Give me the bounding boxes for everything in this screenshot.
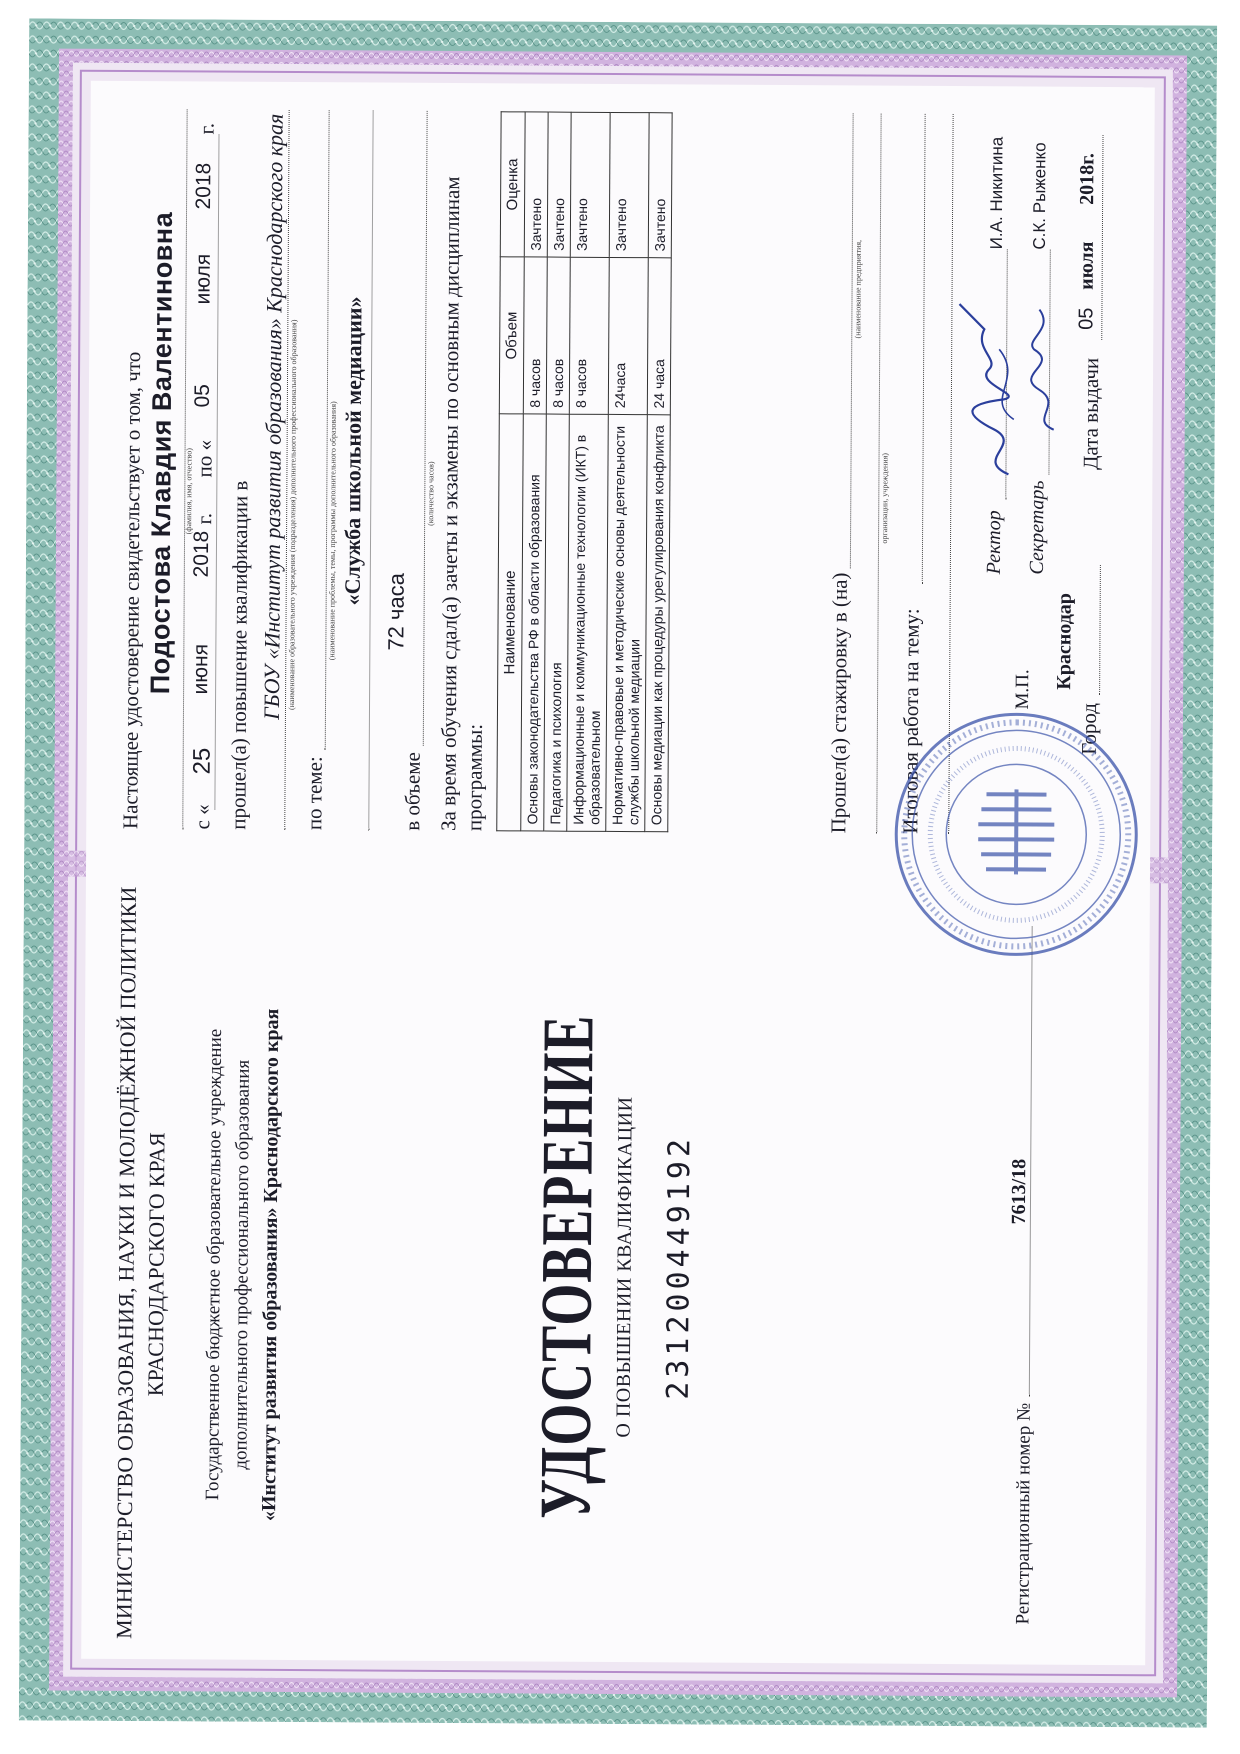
official-stamp [885, 704, 1147, 966]
table-row [606, 112, 649, 831]
topic-value: «Служба школьной медиации» [339, 296, 367, 606]
details-half [86, 81, 1155, 875]
ministry-line-2: КРАСНОДАРСКОГО КРАЯ [142, 1131, 170, 1397]
header-grade: Оценка [500, 112, 525, 257]
seal-label: М.П. [1012, 669, 1034, 710]
city-dotted-line [1099, 565, 1101, 695]
exams-text-line-1: За время обучения сдал(а) зачеты и экзамены по основным дисциплинам [436, 176, 465, 832]
volume-dotted-line [423, 111, 428, 746]
institution-line-2: дополнительного профессионального образования [230, 1059, 254, 1470]
registration-row [1007, 921, 1038, 1625]
issue-month: июля [1075, 241, 1098, 290]
subject-volume: 24часа [608, 258, 648, 415]
table-row [567, 112, 610, 831]
subject-volume: 24 часа [647, 258, 671, 415]
topic-dotted-line-2 [368, 110, 373, 830]
issue-day: 05 [1075, 307, 1098, 330]
date-to-month: июля [191, 253, 215, 305]
city-label: Город [1076, 702, 1102, 755]
internship-dotted-line [850, 113, 854, 568]
document-subtitle: О ПОВЫШЕНИИ КВАЛИФИКАЦИИ [612, 1096, 637, 1438]
registration-label: Регистрационный номер № [1012, 1402, 1035, 1625]
topic-caption: (наименование проблемы, темы, программы дополнительного образования) [327, 401, 338, 661]
final-work-label: Итоговая работа на тему: [898, 608, 924, 834]
city-value: Краснодар [1053, 592, 1076, 690]
document-number: 231200449192 [660, 1134, 698, 1400]
institution-name: ГБОУ «Институт развития образования» Краснодарского края [258, 113, 288, 720]
subject-grade: Зачтено [648, 113, 672, 258]
table-row [645, 113, 672, 832]
issue-year: 2018г. [1076, 152, 1099, 205]
subject-name: Педагогика и психология [544, 414, 570, 831]
certificate-inner [81, 81, 1155, 1665]
passed-text: прошел(а) повышение квалификации в [226, 480, 253, 830]
date-to-year-suffix: г. [194, 122, 219, 135]
issue-date-dotted-line [1101, 135, 1103, 340]
subject-grade: Зачтено [524, 112, 548, 257]
recipient-name: Подостова Клавдия Валентиновна [145, 211, 179, 695]
subject-name: Нормативно-правовые и методические основы деятельности службы школьной медиации [606, 415, 648, 832]
subject-grade: Зачтено [547, 112, 571, 257]
secretary-label: Секретарь [1025, 480, 1049, 575]
internship-caption: (наименование предприятия, [853, 239, 863, 339]
subject-name: Основы медиации как процедуры урегулирования конфликта [645, 415, 671, 832]
institution-line-3: «Институт развития образования» Краснодарского края [258, 1008, 284, 1522]
cover-half [81, 869, 1150, 1665]
subject-grade: Зачтено [609, 112, 649, 257]
subject-name: Информационные и коммуникационные технологии (ИКТ) в образовательном [567, 414, 609, 831]
rector-name: И.А. Никитина [986, 136, 1007, 250]
date-from-prefix: с « [190, 804, 215, 830]
subject-volume: 8 часов [546, 257, 570, 414]
subject-volume: 8 часов [523, 257, 547, 414]
date-to-day: 05 [190, 384, 214, 408]
internship-label: Прошел(а) стажировку в (на) [826, 572, 852, 834]
subject-volume: 8 часов [569, 257, 609, 414]
date-from-month: июня [189, 643, 213, 695]
rector-label: Ректор [982, 510, 1006, 575]
date-to-prefix: по « [192, 439, 217, 478]
volume-value: 72 часа [383, 573, 409, 651]
institution-line-1: Государственное бюджетное образовательное учреждение [202, 1028, 227, 1501]
topic-label: по теме: [302, 756, 327, 831]
ministry-line-1: МИНИСТЕРСТВО ОБРАЗОВАНИЯ, НАУКИ И МОЛОДЁЖНОЙ ПОЛИТИКИ [111, 886, 141, 1640]
certificate-sheet [19, 18, 1217, 1727]
registration-number: 7613/18 [1007, 1158, 1031, 1225]
subject-name: Основы законодательства РФ в области образования [521, 414, 547, 831]
header-subject-name: Наименование [497, 414, 524, 831]
issue-date-label: Дата выдачи [1078, 357, 1104, 470]
secretary-signature [1019, 304, 1070, 434]
date-from-day: 25 [188, 747, 216, 775]
ministry-heading [109, 886, 174, 1640]
volume-label: в объеме [400, 752, 425, 831]
date-from-year: 2018 [189, 530, 214, 578]
intro-text: Настоящее удостоверение свидетельствует о том, что [118, 351, 146, 830]
organization-caption: организации, учреждения) [880, 453, 890, 544]
volume-caption: (количество часов) [426, 461, 436, 526]
header-volume: Объем [499, 257, 524, 414]
exams-text-line-2: программы: [462, 723, 487, 832]
date-from-year-suffix: г. [192, 512, 217, 525]
subject-grade: Зачтено [570, 112, 610, 257]
secretary-name: С.К. Рыженко [1029, 142, 1050, 250]
date-to-year: 2018 [192, 162, 216, 210]
subjects-table [496, 111, 672, 832]
certificate-content [81, 81, 1155, 1665]
document-title: УДОСТОВЕРЕНИЕ [524, 1014, 609, 1520]
name-caption: (фамилия, имя, отчество) [184, 448, 194, 535]
institution-caption: (наименование образовательного учреждения (подразделения) дополнительного профессионального образования) [286, 319, 299, 711]
final-work-dotted-line [922, 114, 926, 584]
